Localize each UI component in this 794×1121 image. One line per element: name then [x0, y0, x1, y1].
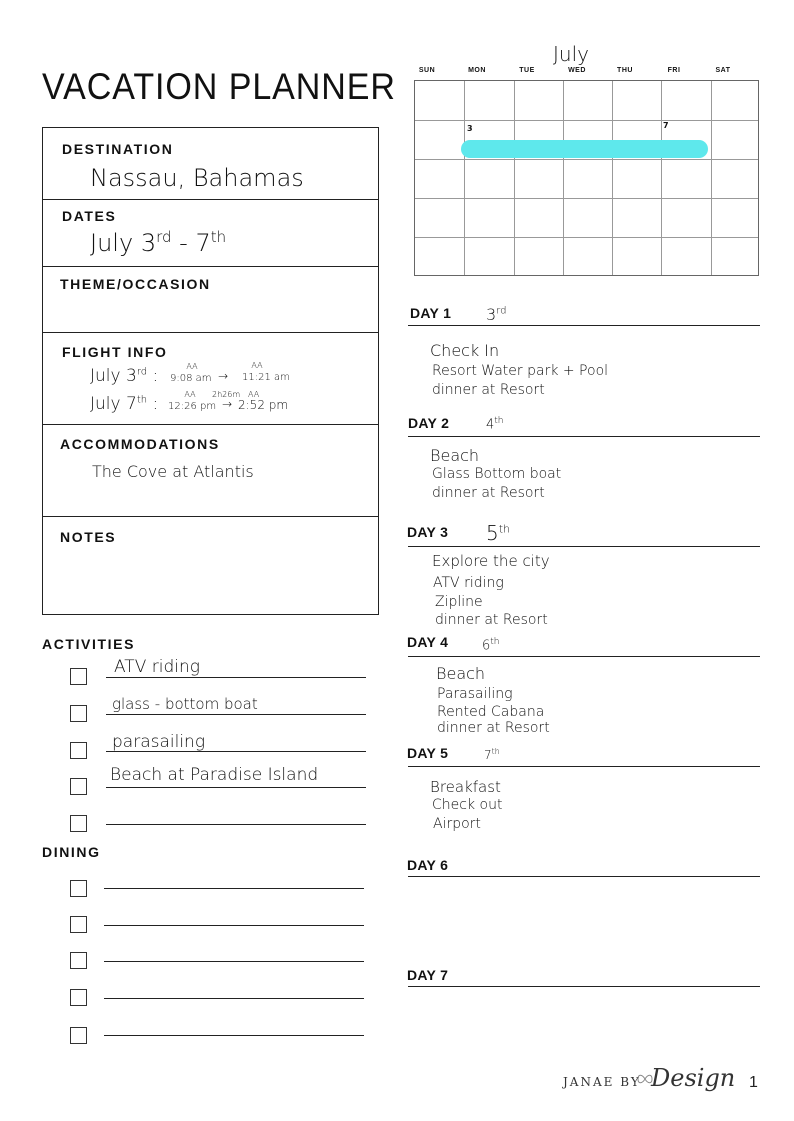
dining-checkbox[interactable]: [70, 952, 87, 969]
day-activity[interactable]: dinner at Resort: [432, 382, 545, 398]
calendar-month: July: [553, 42, 589, 66]
day-activity[interactable]: Zipline: [435, 594, 483, 610]
day-date: 4th: [486, 416, 504, 433]
flight-return-suffix: th: [136, 394, 148, 406]
calendar-date-end[interactable]: 7: [663, 121, 669, 130]
day-activity[interactable]: dinner at Resort: [435, 612, 548, 628]
flight-outbound[interactable]: July 3rd :: [90, 366, 159, 386]
day-activity[interactable]: Explore the city: [432, 552, 550, 570]
dates-value[interactable]: [90, 228, 226, 257]
activity-item[interactable]: ATV riding: [114, 657, 200, 677]
weekday-label: FRI: [667, 67, 681, 74]
day-line: [408, 876, 760, 877]
day-activity[interactable]: Breakfast: [430, 778, 501, 796]
divider: [43, 199, 378, 200]
day-label: DAY 2: [408, 415, 450, 431]
weekday-label: WED: [568, 67, 586, 74]
day-line: [408, 325, 760, 326]
flight-return-depart-airline: AA: [184, 390, 196, 399]
day-line: [408, 766, 760, 767]
activity-item[interactable]: parasailing: [112, 732, 206, 752]
flight-outbound-day: 3: [125, 366, 137, 386]
day-date: 7th: [484, 747, 500, 762]
day-label: DAY 7: [407, 967, 449, 983]
flight-label: FLIGHT INFO: [62, 344, 168, 360]
day-label: DAY 5: [407, 745, 449, 761]
day-activity[interactable]: Parasailing: [437, 686, 513, 702]
day-line: [408, 546, 760, 547]
activity-line: [106, 677, 366, 678]
dates-separator: -: [179, 229, 188, 257]
dining-line: [104, 998, 364, 999]
day-activity[interactable]: Glass Bottom boat: [432, 466, 562, 482]
dates-month: July: [90, 229, 134, 257]
activity-checkbox[interactable]: [70, 668, 87, 685]
flight-return[interactable]: July 7th :: [90, 394, 159, 414]
divider: [43, 424, 378, 425]
weekday-label: SAT: [715, 67, 731, 74]
day-activity[interactable]: dinner at Resort: [437, 720, 550, 736]
divider: [43, 266, 378, 267]
day-activity[interactable]: Resort Water park + Pool: [432, 363, 609, 379]
theme-label: THEME/OCCASION: [60, 276, 211, 292]
destination-value[interactable]: Nassau, Bahamas: [90, 164, 304, 192]
weekday-label: THU: [617, 67, 633, 74]
activity-line: [106, 787, 366, 788]
day-date: 5th: [486, 521, 511, 545]
dining-checkbox[interactable]: [70, 916, 87, 933]
destination-label: DESTINATION: [62, 141, 174, 157]
day-activity[interactable]: dinner at Resort: [432, 485, 545, 501]
dining-checkbox[interactable]: [70, 989, 87, 1006]
flight-outbound-suffix: rd: [136, 366, 148, 378]
activity-checkbox[interactable]: [70, 742, 87, 759]
arrow-right-icon: →: [218, 369, 229, 383]
day-line: [408, 436, 760, 437]
day-label: DAY 4: [407, 634, 449, 650]
dates-end: 7: [195, 229, 211, 257]
dining-line: [104, 888, 364, 889]
trip-range-highlight: [461, 140, 708, 158]
dates-end-suffix: th: [210, 228, 227, 246]
dining-checkbox[interactable]: [70, 1027, 87, 1044]
day-activity[interactable]: Rented Cabana: [437, 704, 545, 720]
page-title: VACATION PLANNER: [42, 66, 396, 107]
flight-return-arrive-airline: AA: [248, 390, 260, 399]
accommodations-value[interactable]: The Cove at Atlantis: [92, 462, 254, 481]
divider: [43, 332, 378, 333]
day-activity[interactable]: Beach: [436, 664, 486, 683]
activity-line: [106, 714, 366, 715]
page-number: 1: [749, 1074, 758, 1091]
flight-return-duration: 2h26m: [212, 390, 241, 399]
calendar-grid[interactable]: [414, 80, 759, 276]
arrow-right-icon: →: [222, 397, 233, 411]
day-activity[interactable]: ATV riding: [433, 575, 504, 591]
divider: [43, 516, 378, 517]
day-activity[interactable]: Beach: [430, 446, 480, 465]
day-line: [408, 986, 760, 987]
dining-label: DINING: [42, 844, 101, 860]
weekday-label: SUN: [418, 67, 436, 74]
activity-checkbox[interactable]: [70, 705, 87, 722]
day-activity[interactable]: Check out: [432, 797, 503, 813]
flight-return-depart-time: 12:26 pm: [168, 401, 217, 412]
day-line: [408, 656, 760, 657]
activity-item[interactable]: glass - bottom boat: [112, 695, 258, 713]
day-label: DAY 3: [407, 524, 449, 540]
flight-outbound-depart-time: 9:08 am: [170, 373, 212, 384]
dining-line: [104, 961, 364, 962]
notes-label: NOTES: [60, 529, 117, 545]
dates-start-suffix: rd: [156, 228, 172, 246]
day-date: 3rd: [486, 305, 507, 324]
flight-outbound-month: July: [90, 366, 121, 386]
flight-outbound-arrive-airline: AA: [251, 361, 263, 370]
flight-outbound-depart-airline: AA: [186, 362, 198, 371]
activity-line: [106, 824, 366, 825]
flight-return-month: July: [90, 394, 121, 414]
day-label: DAY 6: [407, 857, 449, 873]
dining-line: [104, 925, 364, 926]
activities-label: ACTIVITIES: [42, 636, 136, 652]
brand-logo-script: Design: [651, 1064, 736, 1092]
weekday-label: TUE: [519, 67, 535, 74]
flight-return-day: 7: [125, 394, 137, 414]
activity-checkbox[interactable]: [70, 778, 87, 795]
dining-checkbox[interactable]: [70, 880, 87, 897]
dates-label: DATES: [62, 208, 117, 224]
day-date: 6th: [482, 637, 500, 654]
weekday-label: MON: [468, 67, 486, 74]
activity-item[interactable]: Beach at Paradise Island: [110, 765, 319, 785]
dining-line: [104, 1035, 364, 1036]
accommodations-label: ACCOMMODATIONS: [60, 436, 220, 452]
flight-return-arrive-time: 2:52 pm: [238, 398, 289, 412]
day-activity[interactable]: Check In: [430, 341, 500, 360]
brand-logo-text: JANAE BY: [563, 1075, 641, 1089]
calendar-date-start[interactable]: 3: [467, 124, 473, 133]
day-label: DAY 1: [410, 305, 452, 321]
flight-outbound-arrive-time: 11:21 am: [242, 372, 290, 383]
activity-checkbox[interactable]: [70, 815, 87, 832]
dates-start: 3: [140, 229, 157, 257]
day-activity[interactable]: Airport: [433, 816, 481, 832]
